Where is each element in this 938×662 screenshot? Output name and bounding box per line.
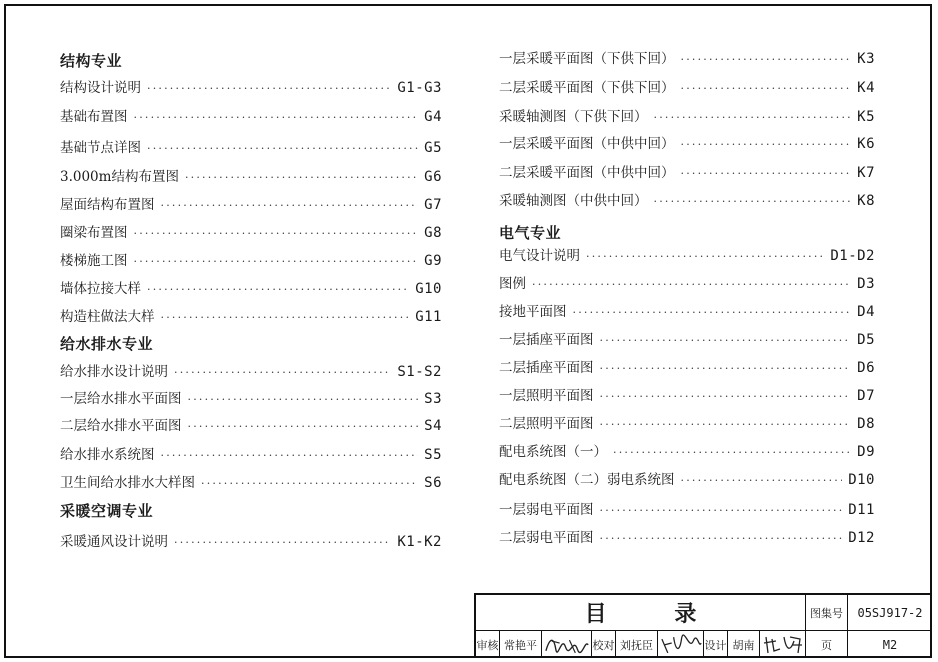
dot-leader <box>600 331 852 351</box>
section-heading: 结构专业 <box>60 52 123 70</box>
toc-entry-title: 一层插座平面图 <box>499 332 594 348</box>
dot-leader <box>174 363 391 383</box>
toc-entry <box>60 416 442 436</box>
dot-leader <box>681 164 852 184</box>
toc-entry-title: 配电系统图（一） <box>499 444 607 460</box>
toc-entry-sheet-code: G5 <box>424 140 442 156</box>
toc-entry-sheet-code: D8 <box>857 416 875 432</box>
toc-entry-title: 二层给水排水平面图 <box>60 418 182 434</box>
toc-entry-sheet-code: D4 <box>857 304 875 320</box>
toc-entry-sheet-code: D3 <box>857 276 875 292</box>
toc-entry-sheet-code: G1-G3 <box>397 80 442 96</box>
toc-entry <box>499 302 875 322</box>
designer-signature-mark <box>760 631 806 658</box>
toc-entry-title: 采暖轴测图（下供下回） <box>499 109 648 125</box>
toc-entry <box>60 107 442 127</box>
toc-entry <box>60 167 442 187</box>
toc-entry-sheet-code: K5 <box>857 109 875 125</box>
toc-entry-title: 二层采暖平面图（中供中回） <box>499 165 675 181</box>
dot-leader <box>654 192 852 212</box>
toc-entry-title: 屋面结构布置图 <box>60 197 155 213</box>
dot-leader <box>161 308 410 328</box>
toc-entry-sheet-code: G10 <box>415 281 442 297</box>
dot-leader <box>681 135 852 155</box>
toc-entry-sheet-code: K7 <box>857 165 875 181</box>
toc-entry-title: 一层采暖平面图（下供下回） <box>499 51 675 67</box>
toc-entry-sheet-code: S5 <box>424 447 442 463</box>
toc-entry <box>60 279 442 299</box>
dot-leader <box>134 224 419 244</box>
toc-entry-title: 一层给水排水平面图 <box>60 391 182 407</box>
dot-leader <box>600 529 843 549</box>
review-label: 审核 <box>476 631 500 658</box>
dot-leader <box>681 471 843 491</box>
toc-entry <box>499 107 875 127</box>
toc-entry-title: 接地平面图 <box>499 304 567 320</box>
toc-entry <box>499 134 875 154</box>
dot-leader <box>188 390 419 410</box>
toc-entry-sheet-code: D10 <box>848 472 875 488</box>
dot-leader <box>185 168 418 188</box>
dot-leader <box>134 108 419 128</box>
designer-signature <box>760 631 806 658</box>
dot-leader <box>147 280 409 300</box>
dot-leader <box>147 79 391 99</box>
page-number-value: M2 <box>882 637 898 652</box>
designer-name: 胡南 <box>728 631 760 658</box>
toc-entry <box>499 358 875 378</box>
dot-leader <box>681 50 852 70</box>
toc-entry-title: 二层照明平面图 <box>499 416 594 432</box>
toc-entry-title: 采暖轴测图（中供中回） <box>499 193 648 209</box>
toc-entry-sheet-code: K3 <box>857 51 875 67</box>
toc-entry-title: 结构设计说明 <box>60 80 141 96</box>
dot-leader <box>586 247 824 267</box>
toc-entry-sheet-code: S1-S2 <box>397 364 442 380</box>
toc-entry-sheet-code: D9 <box>857 444 875 460</box>
section-heading: 给水排水专业 <box>60 335 154 353</box>
toc-entry-sheet-code: K8 <box>857 193 875 209</box>
toc-entry-title: 基础布置图 <box>60 109 128 125</box>
signature-row <box>476 631 806 658</box>
toc-entry <box>499 191 875 211</box>
design-label: 设计 <box>704 631 728 658</box>
title-block-title: 目 录 <box>476 595 806 631</box>
dot-leader <box>600 501 843 521</box>
toc-entry-sheet-code: G9 <box>424 253 442 269</box>
toc-entry <box>60 195 442 215</box>
toc-entry-sheet-code: S3 <box>424 391 442 407</box>
toc-entry-title: 基础节点详图 <box>60 140 141 156</box>
dot-leader <box>681 79 852 99</box>
toc-entry-title: 一层弱电平面图 <box>499 502 594 518</box>
toc-entry <box>499 500 875 520</box>
dot-leader <box>134 252 419 272</box>
toc-entry-sheet-code: D1-D2 <box>830 248 875 264</box>
atlas-number-value: 05SJ917-2 <box>848 595 932 631</box>
toc-entry-title: 楼梯施工图 <box>60 253 128 269</box>
toc-entry-sheet-code: G11 <box>415 309 442 325</box>
toc-entry <box>60 307 442 327</box>
dot-leader <box>613 443 851 463</box>
toc-entry-title: 二层插座平面图 <box>499 360 594 376</box>
toc-entry <box>499 528 875 548</box>
toc-entry <box>60 223 442 243</box>
dot-leader <box>201 474 418 494</box>
toc-entry-title: 电气设计说明 <box>499 248 580 264</box>
toc-entry-sheet-code: G4 <box>424 109 442 125</box>
toc-entry-sheet-code: G6 <box>424 169 442 185</box>
toc-entry <box>499 330 875 350</box>
checker-name: 刘抚臣 <box>616 631 658 658</box>
toc-entry <box>499 49 875 69</box>
dot-leader <box>147 139 418 159</box>
toc-entry-title: 给水排水系统图 <box>60 447 155 463</box>
toc-entry <box>499 163 875 183</box>
toc-entry <box>499 246 875 266</box>
toc-entry-title: 一层采暖平面图（中供中回） <box>499 136 675 152</box>
dot-leader <box>532 275 851 295</box>
title-block <box>474 593 932 658</box>
toc-entry-title: 配电系统图（二）弱电系统图 <box>499 472 675 488</box>
toc-entry-title: 采暖通风设计说明 <box>60 534 168 550</box>
toc-entry <box>60 251 442 271</box>
toc-entry <box>499 274 875 294</box>
dot-leader <box>573 303 852 323</box>
atlas-number-label: 图集号 <box>806 595 848 631</box>
section-heading: 采暖空调专业 <box>60 502 154 520</box>
toc-entry-title: 3.000m结构布置图 <box>60 169 179 185</box>
toc-entry <box>499 414 875 434</box>
reviewer-name: 常艳平 <box>500 631 542 658</box>
page-label: 页 <box>806 631 848 658</box>
toc-entry <box>499 470 875 490</box>
checker-signature-mark <box>658 631 703 658</box>
toc-entry <box>60 362 442 382</box>
checker-signature <box>658 631 704 658</box>
toc-entry <box>60 78 442 98</box>
toc-entry-sheet-code: G7 <box>424 197 442 213</box>
toc-entry-title: 二层弱电平面图 <box>499 530 594 546</box>
dot-leader <box>161 196 419 216</box>
toc-entry-sheet-code: G8 <box>424 225 442 241</box>
toc-entry-sheet-code: D6 <box>857 360 875 376</box>
toc-entry-sheet-code: D11 <box>848 502 875 518</box>
dot-leader <box>600 415 852 435</box>
toc-entry <box>60 389 442 409</box>
dot-leader <box>174 533 391 553</box>
toc-entry <box>499 78 875 98</box>
toc-entry-title: 构造柱做法大样 <box>60 309 155 325</box>
toc-entry <box>499 442 875 462</box>
toc-entry-sheet-code: D12 <box>848 530 875 546</box>
toc-entry-title: 圈梁布置图 <box>60 225 128 241</box>
toc-entry <box>499 386 875 406</box>
toc-entry-sheet-code: S6 <box>424 475 442 491</box>
dot-leader <box>161 446 419 466</box>
toc-entry-title: 图例 <box>499 276 526 292</box>
toc-entry-title: 墙体拉接大样 <box>60 281 141 297</box>
reviewer-signature <box>542 631 592 658</box>
dot-leader <box>600 387 852 407</box>
toc-entry-title: 卫生间给水排水大样图 <box>60 475 195 491</box>
toc-entry <box>60 473 442 493</box>
reviewer-signature-mark <box>542 631 591 658</box>
dot-leader <box>654 108 852 128</box>
toc-entry-title: 二层采暖平面图（下供下回） <box>499 80 675 96</box>
dot-leader <box>600 359 852 379</box>
toc-entry-sheet-code: D7 <box>857 388 875 404</box>
toc-entry <box>60 138 442 158</box>
toc-entry-sheet-code: S4 <box>424 418 442 434</box>
toc-entry-sheet-code: K6 <box>857 136 875 152</box>
toc-entry-sheet-code: K1-K2 <box>397 534 442 550</box>
toc-entry <box>60 445 442 465</box>
toc-entry-sheet-code: K4 <box>857 80 875 96</box>
check-label: 校对 <box>592 631 616 658</box>
toc-entry-sheet-code: D5 <box>857 332 875 348</box>
section-heading: 电气专业 <box>499 224 562 242</box>
dot-leader <box>188 417 419 437</box>
toc-entry-title: 一层照明平面图 <box>499 388 594 404</box>
toc-entry-title: 给水排水设计说明 <box>60 364 168 380</box>
toc-entry <box>60 532 442 552</box>
